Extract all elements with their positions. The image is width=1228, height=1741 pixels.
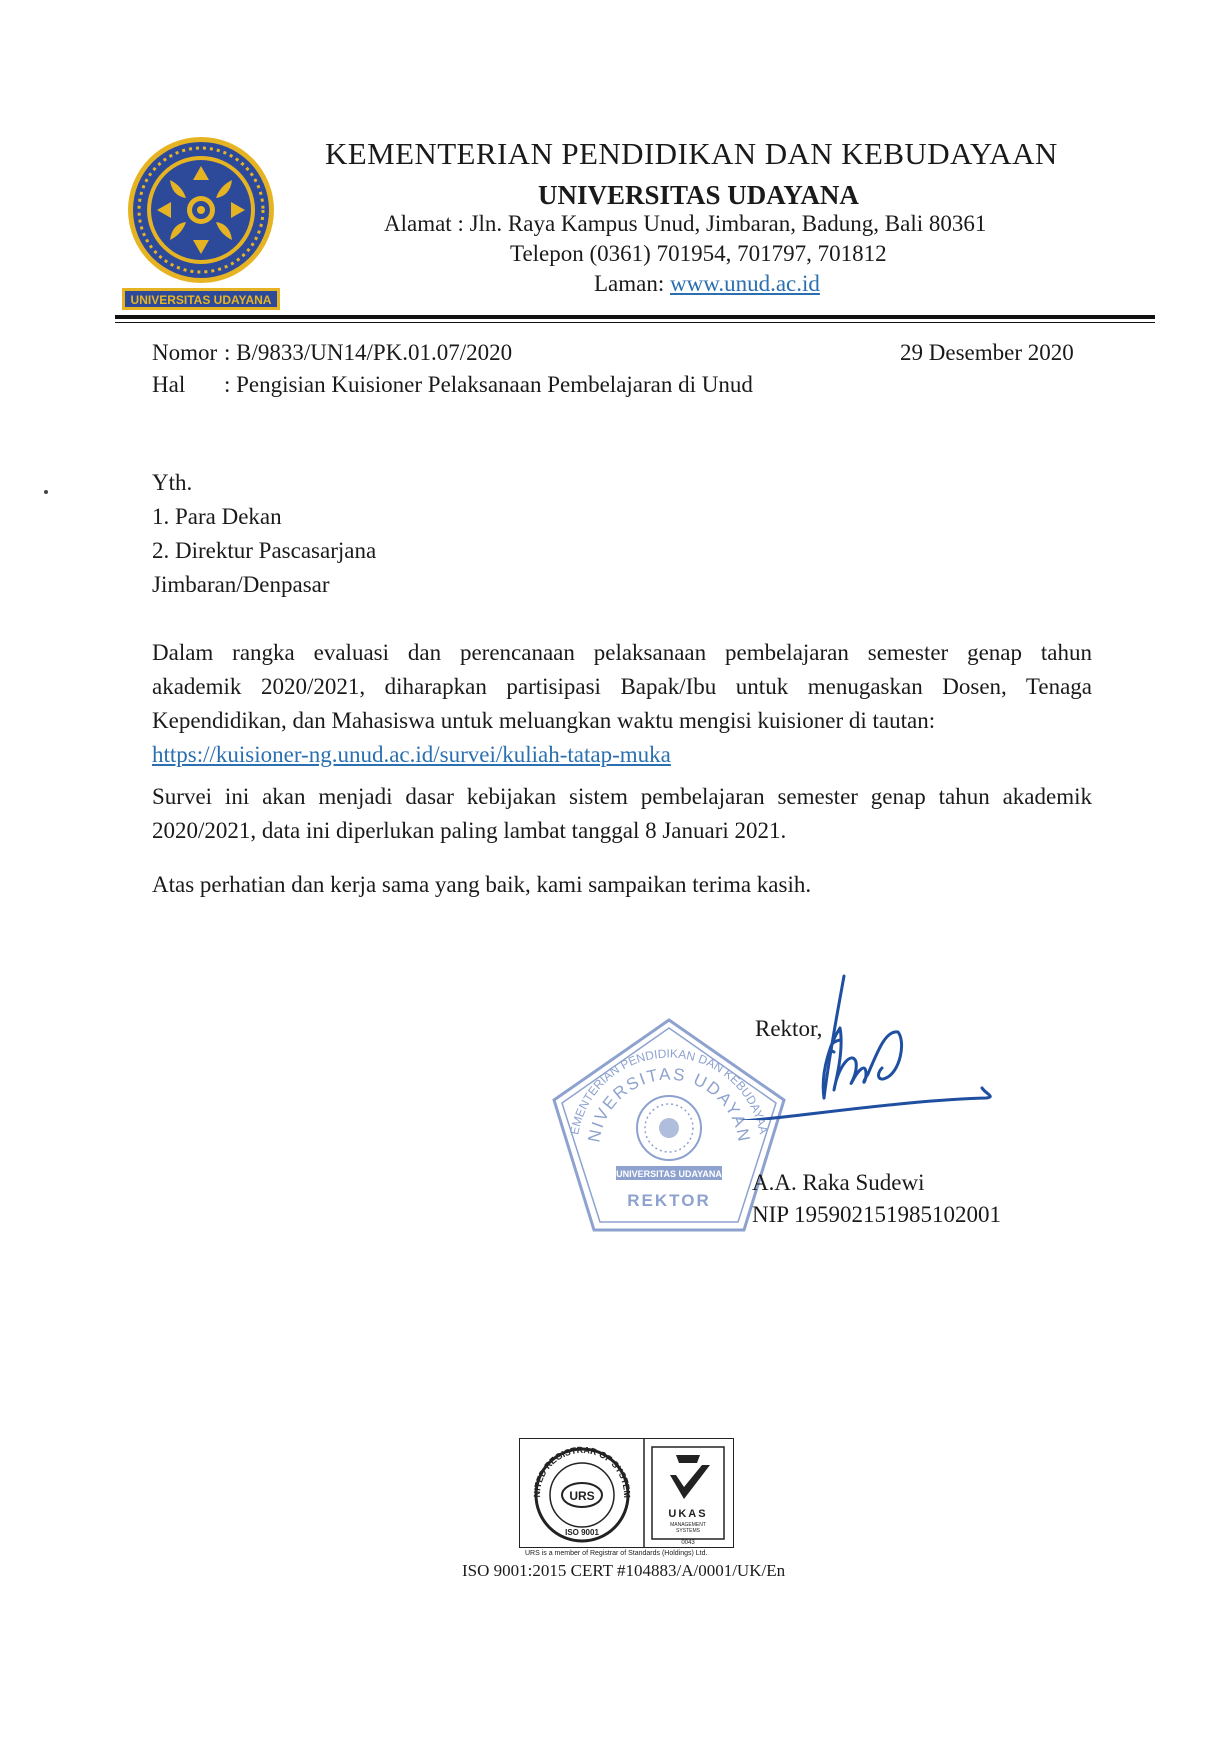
ukas-number: 0043 <box>681 1540 695 1546</box>
ministry-name: KEMENTERIAN PENDIDIKAN DAN KEBUDAYAAN <box>325 136 1058 171</box>
body-line: Dalam rangka evaluasi dan perencanaan pelaksanaan pembelajaran semester genap tahun <box>152 640 1092 665</box>
stamp-university-text: NIVERSITAS UDAYAN <box>584 1064 754 1145</box>
body-paragraph-2: Survei ini akan menjadi dasar kebijakan sistem pembelajaran semester genap tahun akademik 2020/2021, data ini diperlukan paling lambat tanggal 8 Januari 2021. <box>152 784 1092 843</box>
ukas-sub1: MANAGEMENT <box>670 1522 706 1528</box>
ukas-name: UKAS <box>668 1508 708 1520</box>
letterhead-rule-thin <box>115 322 1155 323</box>
nomor-label: Nomor <box>152 340 218 365</box>
university-logo <box>120 136 282 314</box>
nomor-line <box>152 340 512 366</box>
university-phone: Telepon (0361) 701954, 701797, 701812 <box>510 241 887 266</box>
body-line: Kependidikan, dan Mahasiswa untuk meluangkan waktu mengisi kuisioner di tautan: <box>152 708 936 733</box>
handwritten-signature <box>720 970 1010 1120</box>
body-paragraph-3: Atas perhatian dan kerja sama yang baik, kami sampaikan terima kasih. <box>152 872 812 897</box>
letterhead-rule-thick <box>115 315 1155 319</box>
certification-logos <box>519 1438 734 1548</box>
addressee-location: Jimbaran/Denpasar <box>152 572 330 597</box>
addressee-item: 2. Direktur Pascasarjana <box>152 538 377 563</box>
website-line <box>594 271 820 297</box>
university-name: UNIVERSITAS UDAYANA <box>538 180 859 210</box>
signatory-nip: NIP 195902151985102001 <box>752 1202 1001 1227</box>
urs-center-text: URS <box>569 1489 595 1503</box>
stamp-banner: UNIVERSITAS UDAYANA <box>616 1169 722 1179</box>
university-address: Alamat : Jln. Raya Kampus Unud, Jimbaran, Badung, Bali 80361 <box>384 211 987 236</box>
letter-date: 29 Desember 2020 <box>900 340 1074 365</box>
stamp-arc-text: EMENTERIAN PENDIDIKAN DAN KEBUDAYAA <box>567 1046 771 1136</box>
signatory-name: A.A. Raka Sudewi <box>752 1170 925 1195</box>
urs-ring-text: NITED REGISTRAR OF SYSTEM <box>531 1444 633 1499</box>
body-paragraph-1 <box>152 636 1092 772</box>
scan-dot <box>44 490 48 494</box>
iso-certificate-number: ISO 9001:2015 CERT #104883/A/0001/UK/En <box>462 1561 786 1580</box>
logo-caption: UNIVERSITAS UDAYANA <box>130 293 272 307</box>
nomor-value: : B/9833/UN14/PK.01.07/2020 <box>224 340 513 365</box>
survey-link[interactable]: https://kuisioner-ng.unud.ac.id/survei/kuliah-tatap-muka <box>152 742 671 767</box>
hal-label: Hal <box>152 372 186 397</box>
hal-line <box>152 372 753 398</box>
stamp-role: REKTOR <box>627 1191 711 1210</box>
hal-value: : Pengisian Kuisioner Pelaksanaan Pembelajaran di Unud <box>224 372 753 397</box>
body-line: akademik 2020/2021, diharapkan partisipasi Bapak/Ibu untuk menugaskan Dosen, Tenaga <box>152 674 1092 699</box>
urs-member-note: URS is a member of Registrar of Standards (Holdings) Ltd. <box>525 1550 708 1557</box>
urs-iso-text: ISO 9001 <box>565 1528 599 1537</box>
website-link[interactable]: www.unud.ac.id <box>670 271 820 296</box>
salutation: Yth. <box>152 470 193 495</box>
addressee-item: 1. Para Dekan <box>152 504 282 529</box>
signatory-title: Rektor, <box>755 1016 823 1041</box>
ukas-sub2: SYSTEMS <box>676 1528 700 1534</box>
website-label: Laman: <box>594 271 670 296</box>
